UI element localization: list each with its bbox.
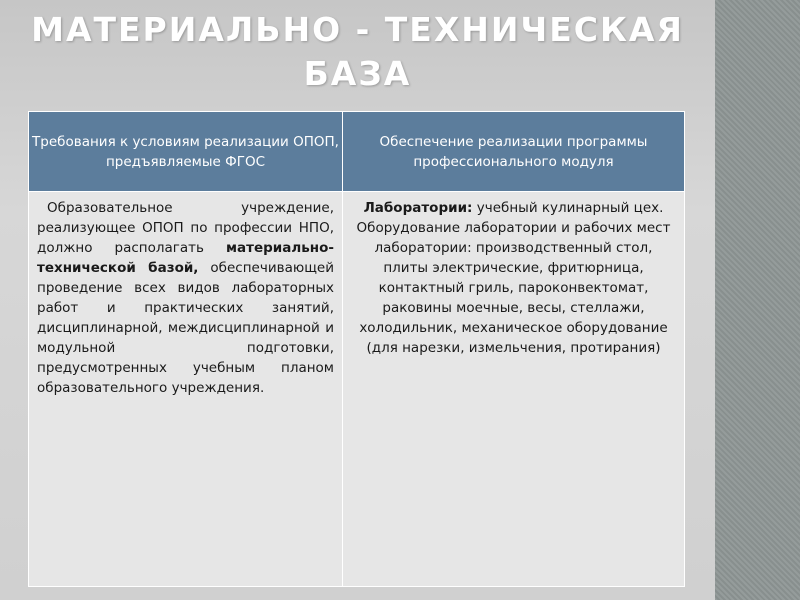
side-decoration-strip <box>715 0 800 600</box>
slide-title: МАТЕРИАЛЬНО - ТЕХНИЧЕСКАЯ БАЗА <box>31 10 684 93</box>
provision-labs-label: Лаборатории: <box>363 200 473 216</box>
header-requirements: Требования к условиям реализации ОПОП, предъявляемые ФГОС <box>29 112 343 192</box>
requirements-text-end: обеспечивающей проведение всех видов лабораторных работ и практических занятий, дисциплинарной, междисциплинарной и модульной подготовки, предусмотренных учебным планом образовательного учреждения. <box>37 260 334 396</box>
provision-equipment: Оборудование лаборатории и рабочих мест лаборатории: производственный стол, плиты электрические, фритюрница, контактный гриль, пароконвектомат, раковины моечные, весы, стеллажи, холодильник, механическое оборудование (для нарезки, измельчения, протирания) <box>356 220 671 356</box>
provision-labs-value: учебный кулинарный цех. <box>472 200 664 216</box>
requirements-table <box>28 111 685 587</box>
provision-line-labs <box>353 198 674 218</box>
table-header-row <box>29 112 685 192</box>
table-body-row <box>29 192 685 587</box>
header-provision: Обеспечение реализации программы профессионального модуля <box>343 112 685 192</box>
requirements-text-start: Образовательное учреждение, реализующее ОПОП по профессии НПО, должно располагать <box>37 200 334 256</box>
provision-text <box>343 192 684 358</box>
requirements-text <box>29 192 342 398</box>
requirements-cell <box>29 192 343 587</box>
provision-cell <box>343 192 685 587</box>
requirements-text-bold: материально-технической базой, <box>37 240 334 276</box>
